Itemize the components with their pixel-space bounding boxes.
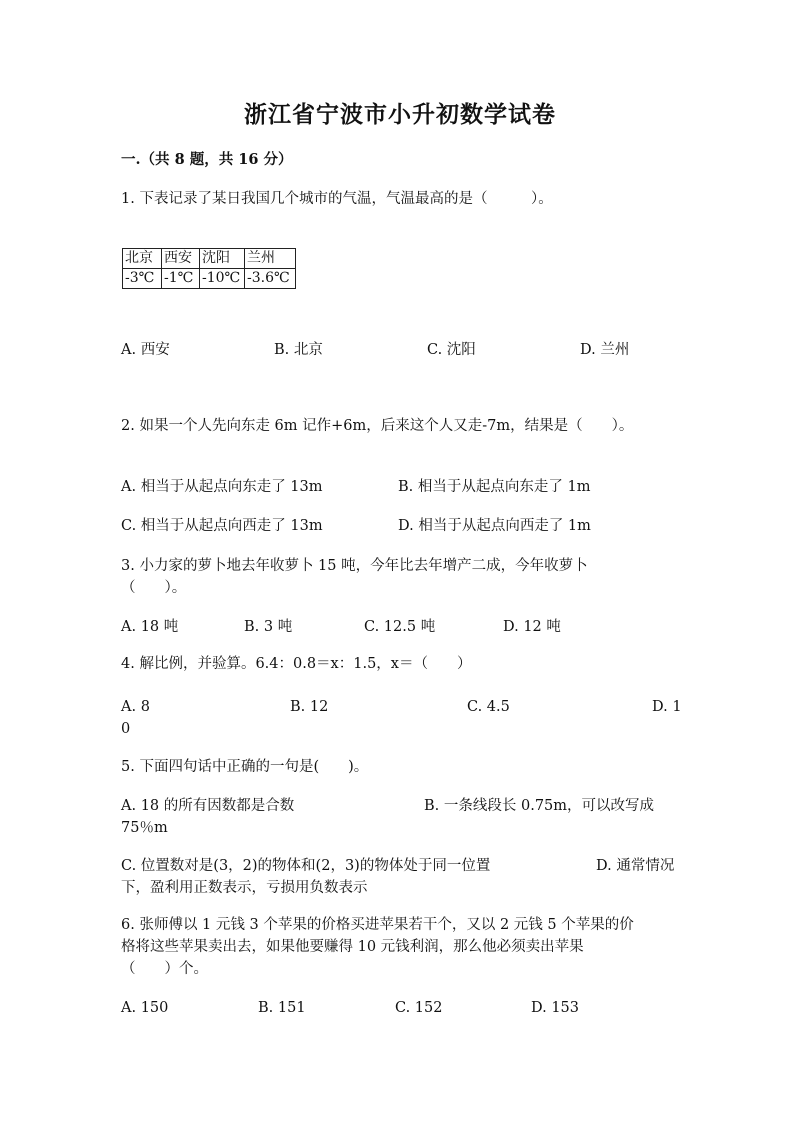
question-4-stem: 4. 解比例，并验算。6.4：0.8＝x：1.5，x＝（ ）	[121, 656, 472, 672]
q4-option-a: A. 8	[121, 699, 150, 715]
q3-option-d: D. 12 吨	[503, 619, 561, 635]
q5-option-c: C. 位置数对是(3，2)的物体和(2，3)的物体处于同一位置	[121, 858, 491, 874]
question-2-stem: 2. 如果一个人先向东走 6m 记作+6m，后来这个人又走-7m，结果是（ ）。	[121, 418, 634, 434]
question-6-stem-cont: 格将这些苹果卖出去，如果他要赚得 10 元钱利润，那么他必须卖出苹果	[121, 939, 584, 955]
page-title: 浙江省宁波市小升初数学试卷	[244, 101, 556, 128]
q4-option-c: C. 4.5	[467, 699, 510, 715]
temperature-table	[122, 248, 296, 289]
q2-option-a: A. 相当于从起点向东走了 13m	[121, 479, 323, 495]
q3-option-c: C. 12.5 吨	[364, 619, 436, 635]
q5-option-d: D. 通常情况	[596, 858, 675, 874]
q5-option-b: B. 一条线段长 0.75m，可以改写成	[424, 798, 655, 814]
table-cell: -3.6℃	[245, 269, 296, 289]
q6-option-d: D. 153	[531, 1000, 580, 1016]
question-6-stem: 6. 张师傅以 1 元钱 3 个苹果的价格买进苹果若干个，又以 2 元钱 5 个苹果的价	[121, 917, 634, 933]
q4-option-d-wrap: 0	[121, 721, 131, 737]
table-cell: 沈阳	[200, 249, 245, 269]
question-3-stem: 3. 小力家的萝卜地去年收萝卜 15 吨，今年比去年增产二成，今年收萝卜	[121, 558, 588, 574]
q2-option-d: D. 相当于从起点向西走了 1m	[398, 518, 591, 534]
q6-option-a: A. 150	[121, 1000, 169, 1016]
q1-option-b: B. 北京	[274, 342, 323, 358]
table-row	[123, 269, 296, 289]
q3-option-b: B. 3 吨	[244, 619, 293, 635]
question-1-stem: 1. 下表记录了某日我国几个城市的气温，气温最高的是（ ）。	[121, 191, 553, 207]
q1-option-d: D. 兰州	[580, 342, 630, 358]
table-cell: -3℃	[123, 269, 162, 289]
q6-option-c: C. 152	[395, 1000, 443, 1016]
q3-option-a: A. 18 吨	[121, 619, 179, 635]
q1-option-a: A. 西安	[121, 342, 170, 358]
q2-option-c: C. 相当于从起点向西走了 13m	[121, 518, 323, 534]
q4-option-d: D. 1	[652, 699, 682, 715]
q5-option-a: A. 18 的所有因数都是合数	[121, 798, 295, 814]
question-3-stem-cont: （ ）。	[121, 580, 187, 596]
question-5-stem: 5. 下面四句话中正确的一句是( )。	[121, 759, 369, 775]
table-cell: 西安	[162, 249, 200, 269]
table-cell: -1℃	[162, 269, 200, 289]
table-cell: 兰州	[245, 249, 296, 269]
q5-option-d-wrap: 下，盈利用正数表示，亏损用负数表示	[121, 880, 368, 896]
question-6-stem-cont2: （ ）个。	[121, 961, 208, 977]
q5-option-b-wrap: 75％m	[121, 820, 168, 836]
section-heading: 一.（共 8 题，共 16 分）	[121, 151, 293, 168]
q1-option-c: C. 沈阳	[427, 342, 476, 358]
table-cell: 北京	[123, 249, 162, 269]
table-cell: -10℃	[200, 269, 245, 289]
table-row	[123, 249, 296, 269]
q2-option-b: B. 相当于从起点向东走了 1m	[398, 479, 591, 495]
q4-option-b: B. 12	[290, 699, 329, 715]
q6-option-b: B. 151	[258, 1000, 306, 1016]
